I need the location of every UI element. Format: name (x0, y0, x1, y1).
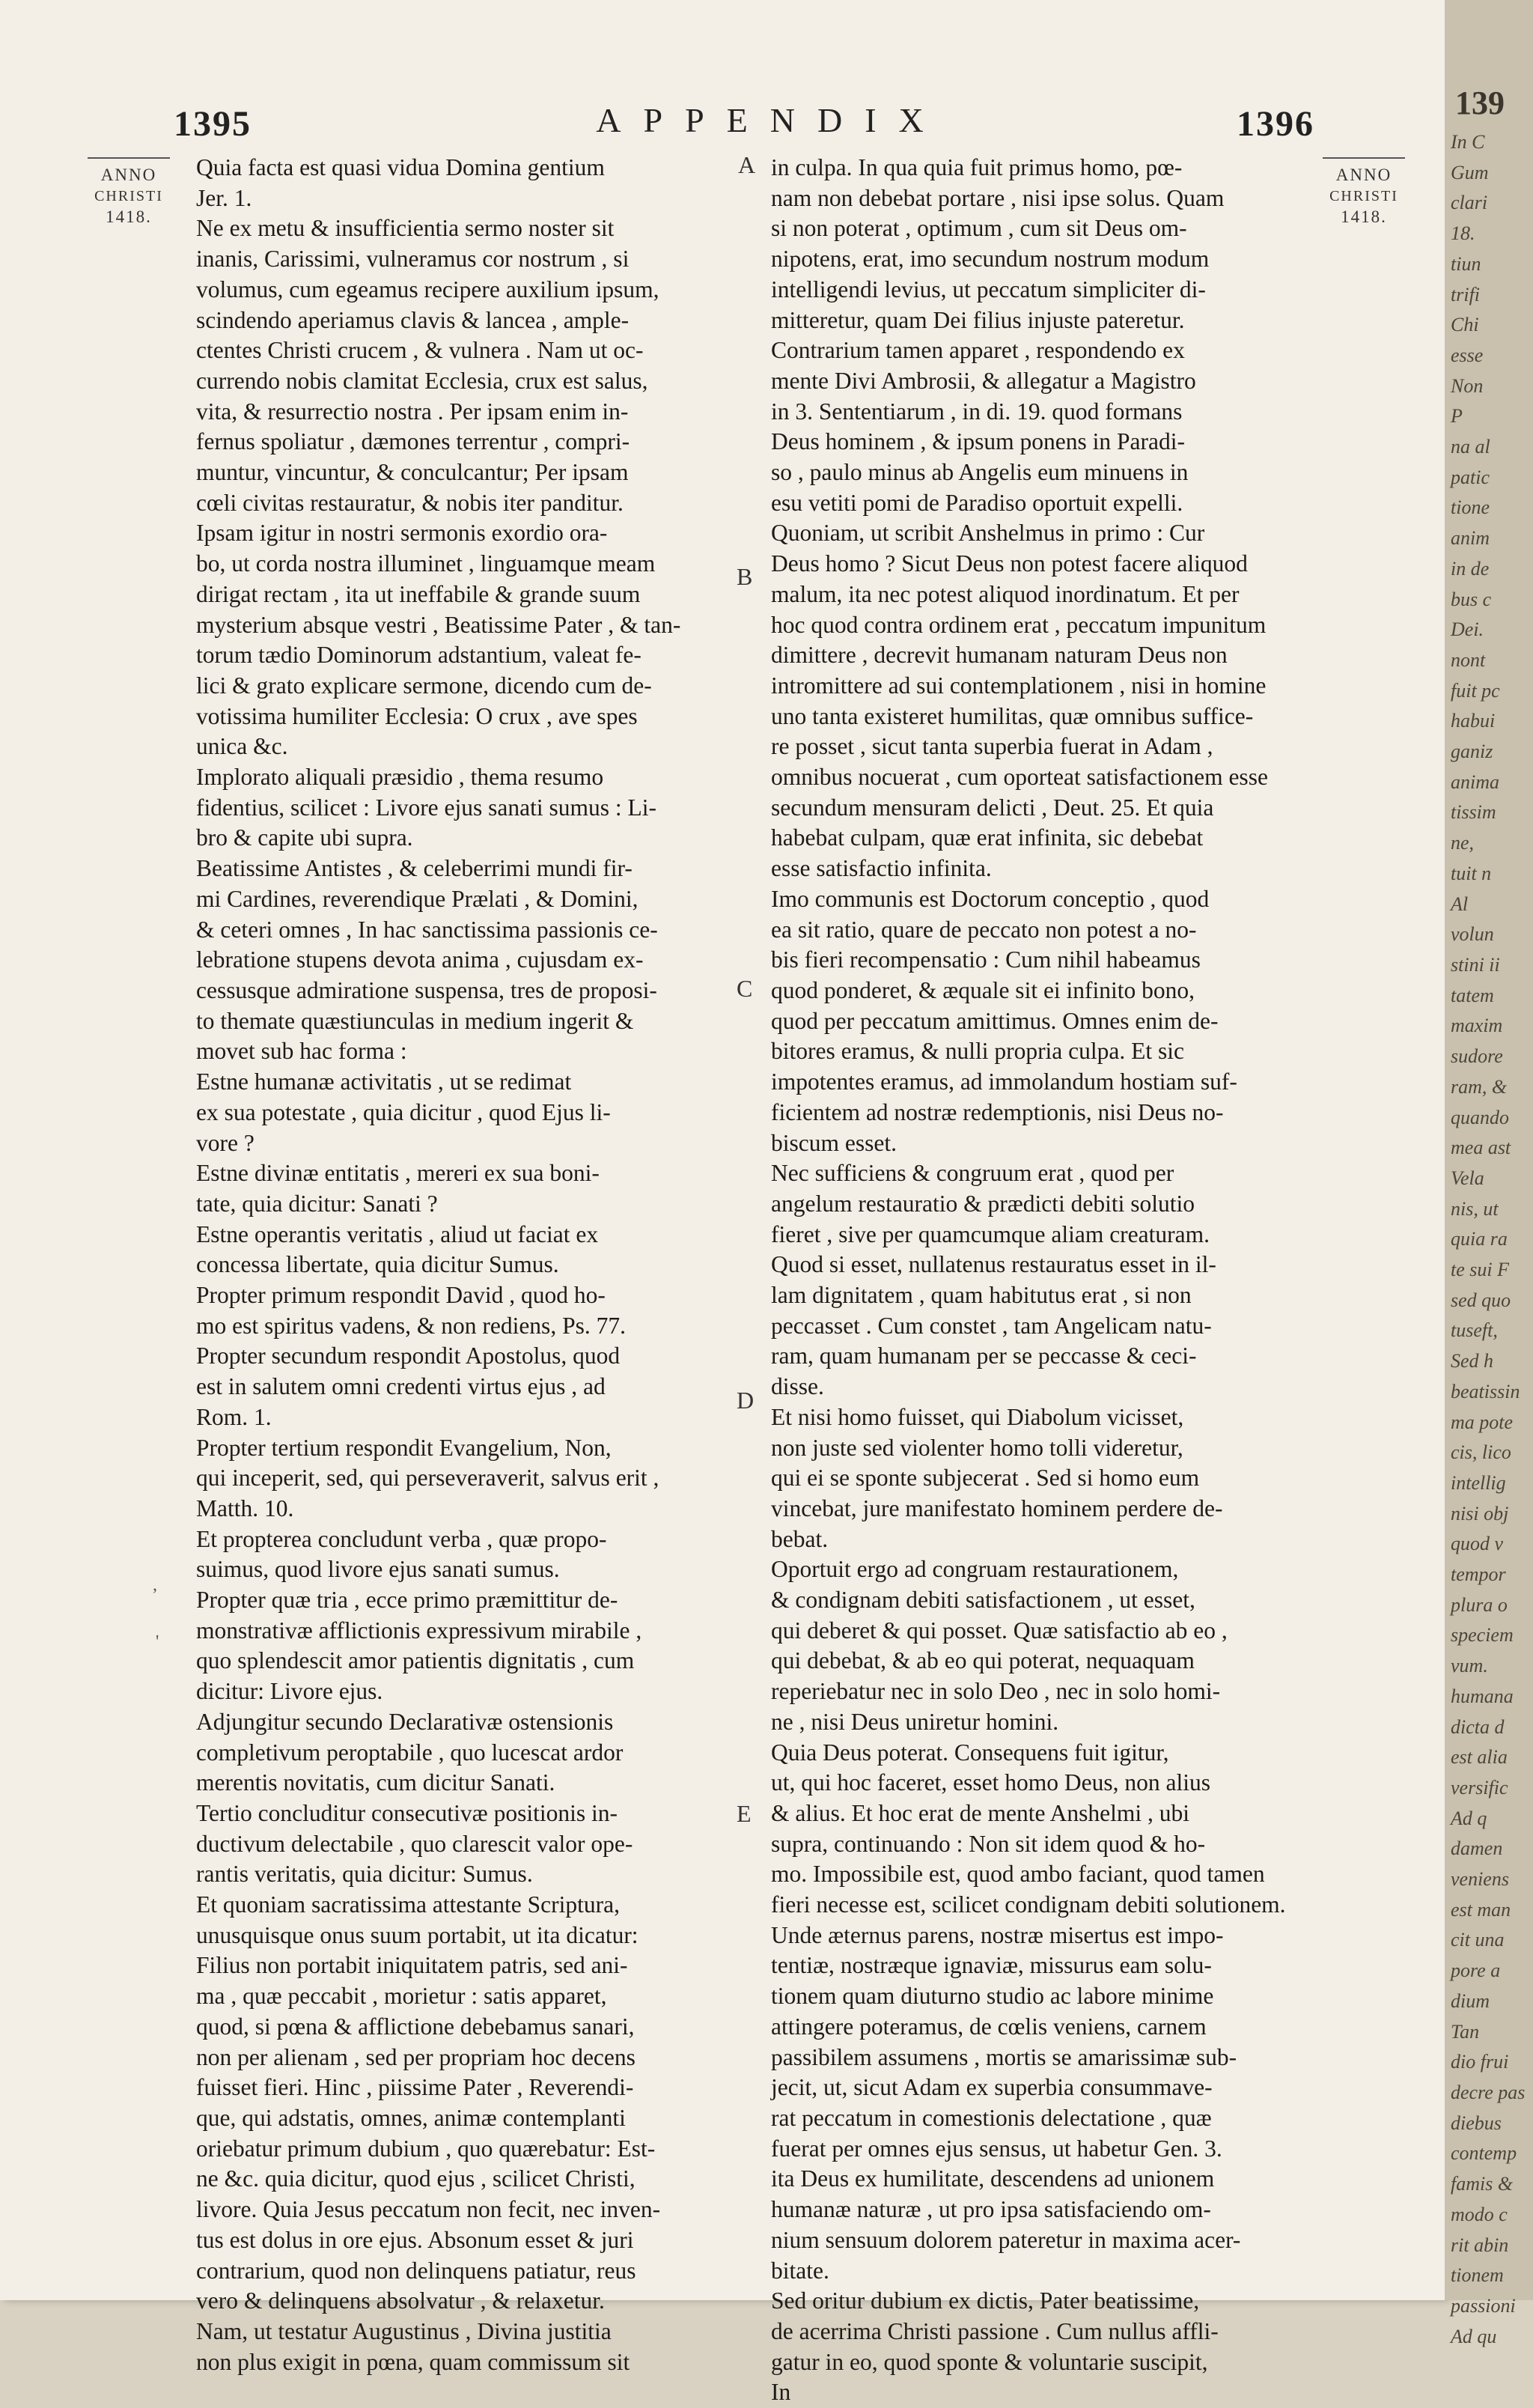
text-line: ea sit ratio, quare de peccato non potest a no- (771, 916, 1197, 943)
text-line: fuerat per omnes ejus sensus, ut habetur Gen. 3. (771, 2135, 1222, 2162)
next-page-line: P (1451, 405, 1463, 428)
section-letter-b: B (737, 563, 753, 590)
text-line: quod, si pœna & afflictione debebamus sanari, (196, 2013, 635, 2040)
next-page-line: esse (1451, 344, 1484, 366)
next-page-line: stini ii (1451, 953, 1500, 976)
text-line: ut, qui hoc faceret, esset homo Deus, non alius (771, 1769, 1210, 1796)
margin-rule-left (88, 157, 170, 159)
next-page-line: decre pas (1451, 2082, 1526, 2103)
text-line: dimittere , decrevit humanam naturam Deus non (771, 642, 1228, 669)
next-page-line: In C (1451, 131, 1485, 153)
text-line: uno tanta existeret humilitas, quæ omnibus suffice- (771, 702, 1254, 729)
text-line: supra, continuando : Non sit idem quod & ho- (771, 1830, 1206, 1857)
text-line: ne &c. quia dicitur, quod ejus , scilicet Christi, (196, 2165, 636, 2192)
running-title: APPENDIX (596, 101, 946, 139)
text-line: Propter quæ tria , ecce primo præmittitur de- (196, 1587, 618, 1614)
next-page-line: modo c (1451, 2203, 1508, 2225)
text-line: passibilem assumens , mortis se amarissimæ sub- (771, 2043, 1237, 2070)
text-line: Quia facta est quasi vidua Domina gentium (196, 154, 605, 180)
text-line: Matth. 10. (196, 1495, 294, 1521)
text-line: fuisset fieri. Hinc , piissime Pater , Reverendi- (196, 2074, 634, 2101)
text-line: merentis novitatis, cum dicitur Sanati. (196, 1769, 555, 1796)
text-line: In (771, 2379, 791, 2406)
next-page-number: 139 (1455, 85, 1505, 121)
next-page-line: Al (1451, 893, 1469, 915)
text-line: Propter secundum respondit Apostolus, quod (196, 1343, 621, 1369)
text-line: lam dignitatem , quam habitutus erat , si non (771, 1282, 1192, 1309)
text-line: ficientem ad nostræ redemptionis, nisi Deus no- (771, 1098, 1224, 1125)
text-line: nam non debebat portare , nisi ipse solus. Quam (771, 184, 1225, 211)
text-line: scindendo aperiamus clavis & lancea , ample- (196, 306, 630, 333)
text-line: non juste sed violenter homo tolli videretur, (771, 1434, 1183, 1461)
text-line: Quoniam, ut scribit Anshelmus in primo : Cur (771, 520, 1205, 547)
text-line: in 3. Sententiarum , in di. 19. quod formans (771, 398, 1183, 425)
next-page-line: te sui F (1451, 1259, 1509, 1281)
right-column (771, 153, 1304, 2408)
text-line: Ne ex metu & insufficientia sermo noster sit (196, 215, 615, 242)
text-line: bo, ut corda nostra illuminet , linguamque meam (196, 550, 656, 577)
text-line: mitteretur, quam Dei filius injuste pateretur. (771, 306, 1185, 333)
text-line: non per alienam , sed per propriam hoc decens (196, 2043, 636, 2070)
text-line: lici & grato explicare sermone, dicendo cum de- (196, 672, 652, 699)
text-line: & alius. Et hoc erat de mente Anshelmi , ubi (771, 1799, 1190, 1826)
text-line: mysterium absque vestri , Beatissime Pater , & tan- (196, 611, 681, 638)
text-line: nipotens, erat, imo secundum nostrum modum (771, 246, 1210, 273)
margin-rule-right (1323, 157, 1405, 159)
text-line: concessa libertate, quia dicitur Sumus. (196, 1251, 559, 1278)
next-page-line: maxim (1451, 1015, 1503, 1037)
text-line: quod per peccatum amittimus. Omnes enim de- (771, 1007, 1219, 1034)
margin-christi-right: CHRISTI (1329, 188, 1398, 204)
text-line: inanis, Carissimi, vulneramus cor nostrum , si (196, 246, 630, 273)
next-page-line: est man (1451, 1898, 1511, 1921)
text-line: in culpa. In qua quia fuit primus homo, pœ- (771, 154, 1183, 180)
left-page-number: 1395 (174, 104, 252, 144)
margin-year-right: 1418. (1341, 207, 1387, 226)
text-line: vincebat, jure manifestato hominem perdere de- (771, 1495, 1223, 1521)
text-line: nium sensuum dolorem pateretur in maxima acer- (771, 2226, 1241, 2253)
text-line: Nam, ut testatur Augustinus , Divina justitia (196, 2317, 612, 2344)
text-line: muntur, vincuntur, & conculcantur; Per ipsam (196, 459, 629, 486)
text-line: vero & delinquens absolvatur , & relaxetur. (196, 2287, 605, 2314)
next-page-line: rit abin (1451, 2234, 1509, 2256)
margin-note-left (76, 157, 181, 228)
text-line: Quia Deus poterat. Consequens fuit igitur, (771, 1739, 1169, 1766)
text-line: mente Divi Ambrosii, & allegatur a Magistro (771, 367, 1196, 394)
section-letter-c: C (737, 975, 753, 1002)
text-line: que, qui adstatis, omnes, animæ contemplanti (196, 2105, 626, 2131)
next-page-line: famis & (1451, 2173, 1514, 2195)
next-page-line: ne, (1451, 832, 1475, 854)
text-line: peccasset . Cum constet , tam Angelicam natu- (771, 1312, 1212, 1339)
text-line: mo. Impossibile est, quod ambo faciant, quod tamen (771, 1861, 1265, 1888)
text-line: omnibus nocuerat , cum oporteat satisfactionem esse (771, 764, 1268, 791)
text-line: unusquisque onus suum portabit, ut ita dicatur: (196, 1921, 639, 1948)
text-line: rat peccatum in comestionis delectatione , quæ (771, 2105, 1212, 2131)
next-page-line: beatissin (1451, 1380, 1520, 1402)
text-line: habebat culpam, quæ erat infinita, sic debebat (771, 824, 1204, 851)
text-line: biscum esset. (771, 1129, 897, 1156)
next-page-line: volun (1451, 923, 1494, 946)
text-line: Oportuit ergo ad congruam restaurationem, (771, 1556, 1179, 1583)
text-line: Quod si esset, nullatenus restauratus esset in il- (771, 1251, 1216, 1278)
text-line: unica &c. (196, 733, 288, 760)
text-line: bro & capite ubi supra. (196, 824, 413, 851)
text-line: Filius non portabit iniquitatem patris, sed ani- (196, 1952, 628, 1979)
next-page-line: tissim (1451, 801, 1496, 824)
text-line: bitores eramus, & nulli propria culpa. Et sic (771, 1038, 1184, 1065)
next-page-line: Tan (1451, 2020, 1480, 2043)
text-line: ctentes Christi crucem , & vulnera . Nam ut oc- (196, 337, 644, 364)
text-line: ne , nisi Deus uniretur homini. (771, 1708, 1059, 1735)
text-line: Propter primum respondit David , quod ho- (196, 1282, 606, 1309)
next-page-line: trifi (1451, 283, 1481, 305)
text-line: Et nisi homo fuisset, qui Diabolum vicisset, (771, 1403, 1184, 1430)
text-line: angelum restauratio & prædicti debiti solutio (771, 1190, 1195, 1217)
next-page-line: habui (1451, 710, 1496, 732)
next-page-line: Ad q (1451, 1807, 1487, 1829)
text-line: so , paulo minus ab Angelis eum minuens in (771, 459, 1189, 486)
text-line: ram, quam humanam per se peccasse & ceci- (771, 1343, 1197, 1369)
text-line: & ceteri omnes , In hac sanctissima passionis ce- (196, 916, 658, 943)
text-line: vore ? (196, 1129, 255, 1156)
margin-anno-left: ANNO (100, 165, 157, 184)
text-line: tate, quia dicitur: Sanati ? (196, 1190, 438, 1217)
text-line: suimus, quod livore ejus sanati sumus. (196, 1556, 560, 1583)
text-line: intelligendi levius, ut peccatum simpliciter di- (771, 276, 1206, 302)
next-page-line: mea ast (1451, 1137, 1511, 1159)
text-line: secundum mensuram delicti , Deut. 25. Et quia (771, 794, 1214, 821)
text-line: livore. Quia Jesus peccatum non fecit, nec inven- (196, 2196, 661, 2223)
text-line: cessusque admiratione suspensa, tres de proposi- (196, 976, 657, 1003)
next-page-line: Dei. (1451, 618, 1484, 641)
text-line: disse. (771, 1373, 824, 1400)
text-line: fieret , sive per quamcumque aliam creaturam. (771, 1220, 1210, 1247)
text-line: Estne operantis veritatis , aliud ut faciat ex (196, 1220, 599, 1247)
text-line: Adjungitur secundo Declarativæ ostensionis (196, 1708, 614, 1735)
text-line: bis fieri recompensatio : Cum nihil habeamus (771, 946, 1201, 973)
next-page-line: na al (1451, 436, 1490, 458)
text-line: qui inceperit, sed, qui perseveraverit, salvus erit , (196, 1465, 659, 1492)
text-line: mo est spiritus vadens, & non rediens, Ps. 77. (196, 1312, 626, 1339)
next-page-line: speciem (1451, 1624, 1514, 1647)
text-line: Unde æternus parens, nostræ misertus est impo- (771, 1921, 1224, 1948)
text-line: attingere poteramus, de cœlis veniens, carnem (771, 2013, 1207, 2040)
text-line: ma , quæ peccabit , morietur : satis apparet, (196, 1983, 607, 2010)
next-page-line: Gum (1451, 161, 1489, 183)
next-page-line: intellig (1451, 1471, 1506, 1494)
next-page-line: anima (1451, 770, 1499, 793)
next-page-line: Non (1451, 374, 1484, 397)
next-page-line: anim (1451, 527, 1490, 550)
text-line: cœli civitas restauratur, & nobis iter panditur. (196, 489, 624, 516)
next-page-line: tionem (1451, 2264, 1504, 2287)
next-page-line: nont (1451, 648, 1486, 671)
section-letter-a: A (738, 151, 756, 178)
next-page-line: ma pote (1451, 1411, 1514, 1433)
next-page-line: diebus (1451, 2111, 1502, 2134)
margin-year-left: 1418. (106, 207, 152, 226)
text-line: Deus hominem , & ipsum ponens in Paradi- (771, 428, 1185, 455)
section-letter-e: E (737, 1800, 752, 1827)
next-page-line: sudore (1451, 1045, 1503, 1068)
next-page-line: humana (1451, 1685, 1514, 1707)
text-line: re posset , sicut tanta superbia fuerat in Adam , (771, 733, 1213, 760)
next-page-line: clari (1451, 192, 1488, 214)
next-page-line: 18. (1451, 222, 1475, 245)
next-page-line: sed quo (1451, 1289, 1511, 1311)
text-line: contrarium, quod non delinquens patiatur, reus (196, 2257, 636, 2284)
text-line: fernus spoliatur , dæmones terrentur , compri- (196, 428, 630, 455)
text-line: esu vetiti pomi de Paradiso oportuit expelli. (771, 489, 1183, 516)
text-line: oriebatur primum dubium , quo quærebatur: Est- (196, 2135, 656, 2162)
next-page-line: versific (1451, 1776, 1508, 1799)
text-line: Propter tertium respondit Evangelium, Non, (196, 1434, 612, 1461)
next-page-line: patic (1451, 466, 1490, 488)
next-page-line: Ad qu (1451, 2325, 1497, 2347)
text-line: Sed oritur dubium ex dictis, Pater beatissime, (771, 2287, 1200, 2314)
text-line: Nec sufficiens & congruum erat , quod per (771, 1160, 1174, 1187)
next-page-line: in de (1451, 557, 1490, 580)
text-line: bitate. (771, 2257, 829, 2284)
next-page-line: pore a (1451, 1959, 1501, 1982)
next-page-line: tione (1451, 496, 1490, 519)
text-line: mi Cardines, reverendique Prælati , & Domini, (196, 885, 639, 912)
next-page-line: quod v (1451, 1533, 1504, 1555)
text-line: currendo nobis clamitat Ecclesia, crux est salus, (196, 367, 648, 394)
text-line: to themate quæstiunculas in medium ingerit & (196, 1007, 634, 1034)
text-line: Et propterea concludunt verba , quæ propo- (196, 1525, 607, 1552)
text-line: Et quoniam sacratissima attestante Scriptura, (196, 1891, 620, 1918)
text-line: si non poterat , optimum , cum sit Deus om- (771, 215, 1187, 242)
text-line: ductivum delectabile , quo clarescit valor ope- (196, 1830, 633, 1857)
text-line: Estne divinæ entitatis , mereri ex sua boni- (196, 1160, 600, 1187)
next-page-line: quando (1451, 1106, 1509, 1128)
margin-tick: ' (156, 1632, 159, 1652)
next-page-line: dio frui (1451, 2051, 1509, 2073)
next-page-line: cis, lico (1451, 1441, 1511, 1464)
section-letter-d: D (737, 1387, 755, 1414)
text-line: qui deberet & qui posset. Quæ satisfactio ab eo , (771, 1617, 1228, 1644)
next-page-line: fuit pc (1451, 679, 1500, 702)
text-line: Imo communis est Doctorum conceptio , quod (771, 885, 1210, 912)
text-line: Implorato aliquali præsidio , thema resumo (196, 764, 604, 791)
text-line: reperiebatur nec in solo Deo , nec in solo homi- (771, 1678, 1221, 1705)
next-page-line: bus c (1451, 588, 1492, 610)
text-line: Rom. 1. (196, 1403, 272, 1430)
text-line: & condignam debiti satisfactionem , ut esset, (771, 1587, 1195, 1614)
text-line: Ipsam igitur in nostri sermonis exordio ora- (196, 520, 608, 547)
next-page-line: dium (1451, 1989, 1490, 2012)
text-line: vita, & resurrectio nostra . Per ipsam enim in- (196, 398, 629, 425)
text-line: qui ei se sponte subjecerat . Sed si homo eum (771, 1465, 1200, 1492)
next-page-edge (1445, 0, 1533, 2347)
text-line: ex sua potestate , quia dicitur , quod Ejus li- (196, 1098, 611, 1125)
next-page-line: vum. (1451, 1655, 1488, 1677)
text-line: jecit, ut, sicut Adam ex superbia consummave- (771, 2074, 1213, 2101)
text-line: Beatissime Antistes , & celeberrimi mundi fir- (196, 855, 633, 882)
text-line: quo splendescit amor patientis dignitatis , cum (196, 1647, 635, 1674)
text-line: lebratione stupens devota anima , cujusdam ex- (196, 946, 644, 973)
next-page-line: tuseft, (1451, 1319, 1498, 1342)
next-page-line: veniens (1451, 1868, 1509, 1891)
text-line: impotentes eramus, ad immolandum hostiam suf- (771, 1068, 1237, 1095)
next-page-line: nis, ut (1451, 1197, 1499, 1220)
next-page-line: tiun (1451, 252, 1481, 275)
text-line: humanæ naturæ , ut pro ipsa satisfaciendo om- (771, 2196, 1211, 2223)
margin-christi-left: CHRISTI (94, 188, 163, 204)
next-page-text (1451, 127, 1530, 2352)
left-column (196, 153, 729, 2377)
margin-tick: , (153, 1575, 157, 1595)
right-page-number: 1396 (1237, 104, 1314, 144)
text-line: est in salutem omni credenti virtus ejus , ad (196, 1373, 606, 1400)
text-line: intromittere ad sui contemplationem , nisi in homine (771, 672, 1267, 699)
text-line: Contrarium tamen apparet , respondendo ex (771, 337, 1185, 364)
text-line: esse satisfactio infinita. (771, 855, 992, 882)
text-line: dirigat rectam , ita ut ineffabile & grande suum (196, 580, 641, 607)
text-line: tentiæ, nostræque ignaviæ, missurus eam solu- (771, 1952, 1212, 1979)
text-line: Estne humanæ activitatis , ut se redimat (196, 1068, 572, 1095)
next-page-line: nisi obj (1451, 1502, 1509, 1524)
next-page-line: dicta d (1451, 1715, 1505, 1738)
next-page-line: plura o (1451, 1593, 1508, 1616)
text-line: ita Deus ex humilitate, descendens ad unionem (771, 2165, 1215, 2192)
next-page-line: tempor (1451, 1563, 1506, 1586)
next-page-line: contemp (1451, 2142, 1517, 2165)
next-page-line: tuit n (1451, 862, 1492, 884)
text-line: Jer. 1. (196, 184, 252, 211)
text-line: monstrativæ afflictionis expressivum mirabile , (196, 1617, 642, 1644)
text-line: Tertio concluditur consecutivæ positionis in- (196, 1799, 618, 1826)
text-line: volumus, cum egeamus recipere auxilium ipsum, (196, 276, 659, 302)
text-line: Deus homo ? Sicut Deus non potest facere aliquod (771, 550, 1248, 577)
text-line: movet sub hac forma : (196, 1038, 407, 1065)
next-page-line: ram, & (1451, 1075, 1508, 1098)
text-line: non plus exigit in pœna, quam commissum sit (196, 2348, 630, 2375)
text-line: gatur in eo, quod sponte & voluntarie suscipit, (771, 2348, 1208, 2375)
next-page-line: cit una (1451, 1929, 1505, 1951)
text-line: completivum peroptabile , quo lucescat ardor (196, 1739, 624, 1766)
next-page-line: ganiz (1451, 741, 1493, 763)
text-line: tus est dolus in ore ejus. Absonum esset & juri (196, 2226, 634, 2253)
text-line: qui debebat, & ab eo qui poterat, nequaquam (771, 1647, 1195, 1674)
text-line: fidentius, scilicet : Livore ejus sanati sumus : Li- (196, 794, 657, 821)
next-page-line: tatem (1451, 984, 1494, 1006)
text-line: bebat. (771, 1525, 829, 1552)
text-line: tionem quam diuturno studio ac labore minime (771, 1983, 1214, 2010)
next-page-line: Chi (1451, 314, 1479, 336)
text-line: fieri necesse est, scilicet condignam debiti solutionem. (771, 1891, 1286, 1918)
next-page-line: quia ra (1451, 1228, 1508, 1250)
text-line: rantis veritatis, quia dicitur: Sumus. (196, 1861, 533, 1888)
text-line: hoc quod contra ordinem erat , peccatum impunitum (771, 611, 1267, 638)
margin-note-right (1311, 157, 1416, 228)
next-page-line: Vela (1451, 1167, 1484, 1189)
next-page-line: est alia (1451, 1746, 1508, 1769)
next-page-line: Sed h (1451, 1350, 1494, 1372)
text-line: quod ponderet, & æquale sit ei infinito bono, (771, 976, 1195, 1003)
text-line: dicitur: Livore ejus. (196, 1678, 383, 1705)
margin-anno-right: ANNO (1335, 165, 1392, 184)
next-page-line: damen (1451, 1837, 1503, 1860)
text-line: torum tædio Dominorum adstantium, valeat fe- (196, 642, 641, 669)
next-page-line: passioni (1451, 2294, 1516, 2317)
text-line: votissima humiliter Ecclesia: O crux , ave spes (196, 702, 638, 729)
text-line: malum, ita nec potest aliquod inordinatum. Et per (771, 580, 1240, 607)
text-line: de acerrima Christi passione . Cum nullus affli- (771, 2317, 1219, 2344)
